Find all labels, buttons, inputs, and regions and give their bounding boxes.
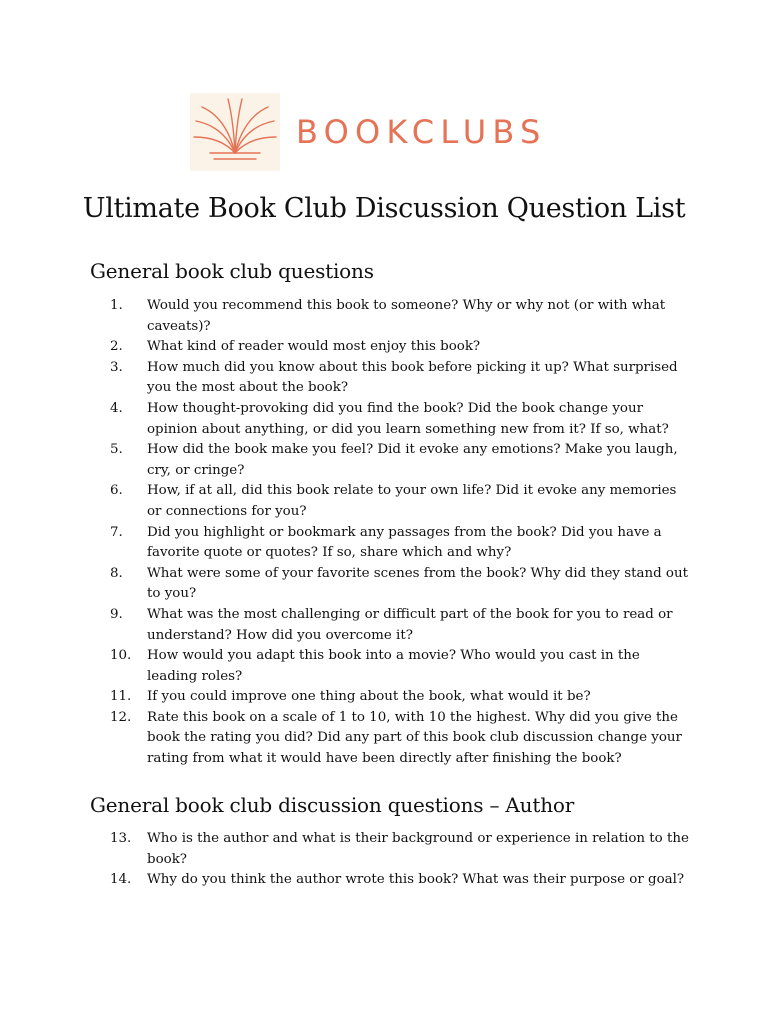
list-item	[110, 708, 690, 770]
question-number: 6.	[110, 483, 123, 499]
list-item	[110, 646, 690, 687]
question-text: How did the book make you feel? Did it evoke any emotions? Make you laugh, cry, or cringe?	[147, 442, 678, 478]
list-item	[110, 564, 690, 605]
question-number: 3.	[110, 359, 123, 375]
question-text: How, if at all, did this book relate to your own life? Did it evoke any memories or connections for you?	[147, 483, 677, 519]
list-item	[110, 870, 690, 891]
question-number: 4.	[110, 400, 123, 416]
list-item	[110, 296, 690, 337]
question-number: 7.	[110, 524, 123, 540]
question-number: 1.	[110, 298, 123, 313]
list-item	[110, 829, 690, 870]
question-number: 14.	[110, 872, 132, 888]
bookclubs-logo	[190, 92, 547, 172]
question-number: 11.	[110, 689, 132, 705]
section-heading-general: General book club questions	[90, 259, 374, 283]
page-title: Ultimate Book Club Discussion Question List	[82, 193, 686, 224]
question-text: Did you highlight or bookmark any passages from the book? Did you have a favorite quote or quotes? If so, share which and why?	[147, 524, 662, 561]
question-number: 10.	[110, 648, 132, 664]
question-number: 5.	[110, 442, 123, 458]
question-number: 9.	[110, 606, 123, 622]
list-item	[110, 481, 690, 522]
question-text: If you could improve one thing about the book, what would it be?	[147, 689, 591, 705]
list-item	[110, 523, 690, 564]
question-text: What was the most challenging or difficult part of the book for you to read or understand? How did you overcome it?	[147, 606, 673, 643]
section-heading-author: General book club discussion questions – Author	[90, 793, 575, 817]
question-text: Rate this book on a scale of 1 to 10, with 10 the highest. Why did you give the book the rating you did? Did any part of this book club discussion change your rating from what it would have been directly after finishing the book?	[147, 709, 682, 767]
list-item	[110, 399, 690, 440]
question-number: 12.	[110, 709, 132, 725]
question-number: 8.	[110, 565, 123, 581]
question-text: Would you recommend this book to someone? Why or why not (or with what caveats)?	[147, 298, 666, 334]
question-text: Who is the author and what is their background or experience in relation to the book?	[147, 831, 689, 867]
list-item	[110, 687, 690, 708]
question-text: What were some of your favorite scenes from the book? Why did they stand out to you?	[147, 565, 688, 602]
list-item	[110, 358, 690, 399]
list-item	[110, 440, 690, 481]
question-number: 2.	[110, 339, 123, 355]
brand-name: BOOKCLUBS	[296, 113, 547, 151]
book-fan-icon	[190, 93, 280, 171]
question-number: 13.	[110, 831, 132, 846]
list-item	[110, 337, 690, 358]
question-text: Why do you think the author wrote this book? What was their purpose or goal?	[147, 872, 685, 888]
question-list-author	[110, 829, 690, 891]
question-text: What kind of reader would most enjoy this book?	[147, 339, 481, 355]
question-text: How would you adapt this book into a movie? Who would you cast in the leading roles?	[147, 648, 640, 684]
question-list-general	[110, 296, 690, 770]
question-text: How thought-provoking did you find the book? Did the book change your opinion about anything, or did you learn something new from it? If so, what?	[147, 400, 669, 437]
list-item	[110, 605, 690, 646]
question-text: How much did you know about this book before picking it up? What surprised you the most about the book?	[147, 359, 678, 396]
